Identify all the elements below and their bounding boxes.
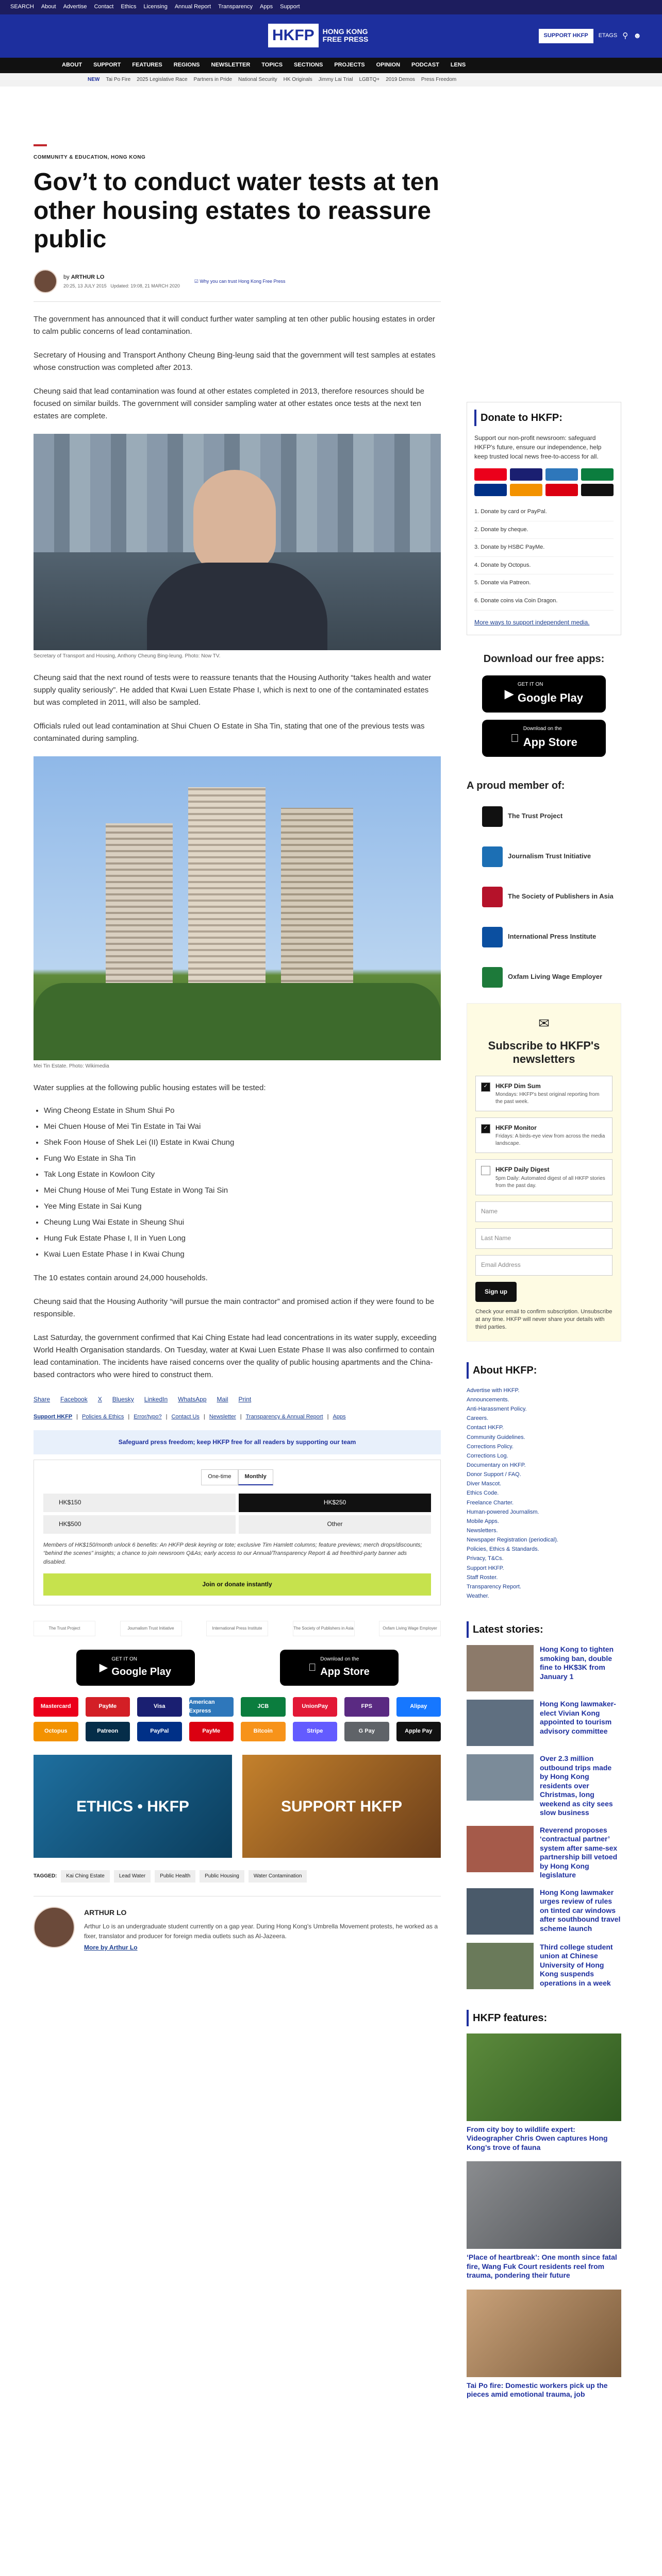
author-name[interactable]: ARTHUR LO (71, 274, 105, 281)
newsletter-note: Check your email to confirm subscription. Unsubscribe at any time. HKFP will never share your details with third parties. (475, 1308, 613, 1331)
latest-story[interactable] (467, 1700, 621, 1746)
latest-heading: Latest stories: (467, 1621, 621, 1638)
nav-topics[interactable]: TOPICS (261, 62, 283, 69)
topbar-support[interactable]: Support (280, 4, 300, 10)
app-store-small: Download on the (519, 726, 558, 732)
member-org[interactable] (467, 802, 621, 831)
latest-story[interactable] (467, 1943, 621, 1989)
about-link[interactable]: Transparency Report. (467, 1583, 521, 1590)
apps-heading: Download our free apps: (483, 653, 605, 665)
payment-icon (545, 484, 578, 496)
newsletter-signup (467, 1003, 621, 1342)
author-bio: Arthur Lo is an undergraduate student currently on a gap year. During Hong Kong's Umbrella Movement protests, he worked as a fixer, translator and producer for foreign media outlets such as Al-Jazeera. (84, 1922, 438, 1940)
share-facebook[interactable]: Facebook (60, 1396, 88, 1403)
first-name-input[interactable]: Name (475, 1201, 613, 1222)
footer-link[interactable]: Policies & Ethics (82, 1414, 124, 1420)
article-category[interactable]: COMMUNITY & EDUCATION, HONG KONG (34, 155, 146, 160)
feature-title: ‘Place of heartbreak’: One month since fatal fire, Wang Fuk Court residents reel from trauma, pondering their future (467, 2253, 617, 2280)
checkbox-checked[interactable]: ✓ (481, 1124, 490, 1133)
newsletter-desc: 5pm Daily: Automated digest of all HKFP stories from the past day. (495, 1175, 605, 1189)
footer-link[interactable]: Contact Us (171, 1414, 200, 1420)
payment-icon: PayPal (137, 1722, 182, 1741)
article-paragraph: The government has announced that it will conduct further water sampling at ten other public housing estates in order to calm public concerns of lead contamination. (34, 315, 435, 336)
nav-lens[interactable]: LENS (450, 62, 466, 69)
byline-prefix: by (63, 274, 70, 281)
share-print[interactable]: Print (238, 1396, 252, 1403)
story-thumbnail (467, 1888, 534, 1935)
newsletter-option[interactable] (475, 1117, 613, 1153)
member-org[interactable] (467, 963, 621, 992)
google-play-small: GET IT ON (111, 1656, 138, 1663)
article-photo-cheung (34, 434, 441, 650)
partner-logo[interactable]: International Press Institute (206, 1621, 268, 1636)
payment-icon (510, 468, 542, 481)
trust-project-icon (482, 806, 503, 827)
about-link[interactable]: Policies, Ethics & Standards. (467, 1546, 539, 1553)
member-org-name: Journalism Trust Initiative (508, 852, 591, 860)
payment-icon: Bitcoin (241, 1722, 286, 1741)
share-mail[interactable]: Mail (217, 1396, 228, 1403)
story-title: Hong Kong to tighten smoking ban, double fine to HK$3K from January 1 (540, 1645, 614, 1681)
newsletter-name: HKFP Daily Digest (495, 1166, 550, 1174)
newsletter-desc: Mondays: HKFP's best original reporting from the past week. (495, 1092, 600, 1105)
trust-link[interactable]: ☑ Why you can trust Hong Kong Free Press (194, 278, 286, 284)
member-org[interactable] (467, 883, 621, 911)
tag-list (34, 1870, 441, 1883)
logo-line-2: FREE PRESS (322, 35, 369, 43)
about-link[interactable]: Newspaper Registration (periodical). (467, 1537, 558, 1544)
nav-newsletter[interactable]: NEWSLETTER (211, 62, 251, 69)
payment-icon (545, 468, 578, 481)
newsletter-heading: Subscribe to HKFP's newsletters (488, 1039, 600, 1065)
donate-payment-icons (474, 468, 614, 496)
feature-stories (467, 2033, 621, 2399)
trending-item[interactable]: Jimmy Lai Trial (318, 77, 353, 82)
photo-caption: Mei Tin Estate. Photo: Wikimedia (34, 1063, 109, 1070)
newsletter-option-text (495, 1081, 607, 1106)
tag[interactable]: Public Housing (200, 1870, 244, 1883)
article (34, 144, 441, 1954)
payment-icon: Apple Pay (396, 1722, 441, 1741)
donate-text: Support our non-profit newsroom: safeguard HKFP's future, ensure our independence, help keep trusted local news free-to-access for all. (474, 434, 602, 460)
payment-icon: Alipay (396, 1697, 441, 1717)
nav-features[interactable]: FEATURES (132, 62, 162, 69)
payment-icon: PayMe (86, 1697, 130, 1717)
search-icon[interactable]: ⚲ (622, 31, 628, 40)
checkbox-unchecked[interactable] (481, 1166, 490, 1175)
donate-option[interactable]: 5. Donate via Patreon. (474, 574, 614, 592)
header-actions (539, 29, 641, 43)
app-store-badge[interactable] (482, 720, 606, 757)
member-org-name: The Society of Publishers in Asia (508, 892, 614, 901)
author-box-avatar[interactable] (34, 1907, 75, 1948)
about-link[interactable]: Newsletters. (467, 1527, 498, 1534)
author-box-text (84, 1907, 441, 1954)
about-link[interactable]: Advertise with HKFP. (467, 1387, 520, 1394)
article-paragraph: Water supplies at the following public housing estates will be tested: (34, 1083, 266, 1093)
amount-option[interactable]: HK$150 (43, 1494, 236, 1512)
checkbox-checked[interactable]: ✓ (481, 1082, 490, 1092)
publish-dates (63, 282, 180, 290)
topbar-annual-report[interactable]: Annual Report (174, 4, 211, 10)
newsletter-option-text (495, 1123, 607, 1147)
payment-icon: Visa (137, 1697, 182, 1717)
about-link[interactable]: Anti-Harassment Policy. (467, 1406, 527, 1413)
topbar-transparency[interactable]: Transparency (218, 4, 253, 10)
about-link[interactable]: Community Guidelines. (467, 1434, 525, 1440)
tag[interactable]: Water Contamination (249, 1870, 307, 1883)
footer-link[interactable]: Apps (333, 1414, 346, 1420)
support-hkfp-button[interactable]: SUPPORT HKFP (539, 29, 593, 43)
freq-monthly[interactable]: Monthly (238, 1469, 273, 1485)
latest-stories (467, 1645, 621, 1989)
jti-icon (482, 846, 503, 867)
photo-subject-head (193, 470, 276, 573)
share-whatsapp[interactable]: WhatsApp (178, 1396, 207, 1403)
estate-item: • Wing Cheong Estate in Shum Shui Po (44, 1105, 441, 1117)
amount-option[interactable]: HK$500 (43, 1515, 236, 1534)
app-store-small: Download on the (316, 1656, 355, 1663)
member-org[interactable] (467, 842, 621, 871)
article-title: Gov’t to conduct water tests at ten other housing estates to reassure public (34, 168, 439, 253)
byline-text (63, 273, 180, 290)
photo-tower (188, 787, 266, 998)
feature-story[interactable] (467, 2290, 621, 2399)
estate-item: • Fung Wo Estate in Sha Tin (44, 1153, 441, 1165)
payment-icon: FPS (344, 1697, 389, 1717)
donate-options (474, 503, 614, 611)
google-play-small: GET IT ON (517, 682, 543, 688)
estate-item: • Cheung Lung Wai Estate in Sheung Shui (44, 1216, 441, 1229)
nav-podcast[interactable]: PODCAST (411, 62, 439, 69)
trending-item[interactable]: Partners in Pride (193, 77, 233, 82)
photo-subject-body (147, 563, 327, 650)
app-store-label: App Store (316, 1666, 366, 1678)
mail-icon: ✉ (538, 1015, 550, 1031)
about-link[interactable]: Ethics Code. (467, 1490, 499, 1497)
payment-icon (510, 484, 542, 496)
story-title: Over 2.3 million outbound trips made by Hong Kong residents over Christmas, long weekend as city sees slow business (540, 1754, 613, 1817)
member-org-name: Oxfam Living Wage Employer (508, 973, 603, 981)
newsletter-option[interactable] (475, 1076, 613, 1111)
payment-icon (474, 484, 507, 496)
author-box (34, 1896, 441, 1954)
payment-icon: JCB (241, 1697, 286, 1717)
app-store-label: App Store (519, 736, 573, 749)
photo-tower (281, 808, 353, 998)
play-icon: ▶ (504, 687, 514, 701)
story-thumbnail (467, 1645, 534, 1691)
story-title: Reverend proposes ‘contractual partner’ system after same-sex partnership bill vetoed by Hong Kong legislature (540, 1825, 618, 1879)
sidebar (467, 402, 621, 2409)
estate-item: • Yee Ming Estate in Sai Kung (44, 1200, 441, 1213)
donate-heading: Donate to HKFP: (474, 410, 614, 426)
about-link[interactable]: Corrections Policy. (467, 1443, 514, 1450)
nav-opinion[interactable]: OPINION (376, 62, 401, 69)
google-play-label: Google Play (111, 1666, 171, 1678)
trending-item[interactable]: 2019 Demos (386, 77, 415, 82)
feature-image (467, 2161, 621, 2249)
estate-item: • Mei Chung House of Mei Tung Estate in Wong Tai Sin (44, 1184, 441, 1197)
estate-item: • Shek Foon House of Shek Lei (II) Estate in Kwai Chung (44, 1137, 441, 1149)
latest-story[interactable] (467, 1754, 621, 1818)
article-paragraph: Cheung said that the next round of tests were to reassure tenants that the Housing Authority “takes health and water supply quality seriously”. He added that Kwai Luen Estate Phase I, which is next to one of the contaminated estates but was completed in 2011, will also be sampled. (34, 673, 432, 707)
footer-link[interactable]: Error/typo? (134, 1414, 162, 1420)
about-link[interactable]: Announcements. (467, 1397, 509, 1403)
about-link[interactable]: Donor Support / FAQ. (467, 1471, 521, 1478)
byline (34, 269, 441, 302)
about-link[interactable]: Human-powered Journalism. (467, 1509, 539, 1515)
latest-story[interactable] (467, 1826, 621, 1880)
about-link[interactable]: Weather. (467, 1592, 489, 1599)
estate-item: • Mei Chuen House of Mei Tin Estate in Tai Wai (44, 1121, 441, 1133)
about-link[interactable]: Diver Mascot. (467, 1481, 502, 1487)
nav-support[interactable]: SUPPORT (93, 62, 121, 69)
member-org[interactable] (467, 923, 621, 952)
latest-story[interactable] (467, 1645, 621, 1691)
estate-item: • Kwai Luen Estate Phase I in Kwai Chung (44, 1248, 441, 1261)
join-donate-button[interactable]: Join or donate instantly (43, 1573, 431, 1596)
payment-methods (34, 1697, 441, 1741)
newsletter-name: HKFP Monitor (495, 1124, 537, 1132)
photo-caption: Secretary of Transport and Housing, Anthony Cheung Bing-leung. Photo: Now TV. (34, 653, 221, 659)
topbar-licensing[interactable]: Licensing (143, 4, 168, 10)
about-link[interactable]: Careers. (467, 1415, 489, 1422)
trending-item[interactable]: Tai Po Fire (106, 77, 131, 82)
photo-tower (106, 823, 173, 998)
newsletter-option-text (495, 1165, 607, 1189)
amount-other[interactable]: Other (239, 1515, 431, 1534)
latest-story[interactable] (467, 1888, 621, 1935)
newsletter-desc: Fridays: A birds-eye view from across the media landscape. (495, 1133, 605, 1147)
promo-banners (34, 1755, 441, 1858)
feature-title: Tai Po fire: Domestic workers pick up the pieces amid emotional trauma, job (467, 2381, 608, 2399)
google-play-label: Google Play (517, 691, 584, 705)
more-ways-link[interactable]: More ways to support independent media. (474, 618, 590, 626)
donate-option[interactable]: 1. Donate by card or PayPal. (474, 503, 614, 521)
nav-regions[interactable]: REGIONS (173, 62, 200, 69)
footer-link[interactable]: Support HKFP (34, 1414, 73, 1420)
about-link[interactable]: Freelance Charter. (467, 1499, 514, 1506)
topbar-advertise[interactable]: Advertise (63, 4, 87, 10)
hkfp-logo[interactable] (268, 24, 368, 47)
payment-icon: Octopus (34, 1722, 78, 1741)
trending-item[interactable]: 2025 Legislative Race (137, 77, 188, 82)
play-icon: ▶ (100, 1662, 108, 1674)
donate-option[interactable]: 3. Donate by HSBC PayMe. (474, 539, 614, 557)
main-navigation (0, 58, 662, 73)
tags-label: TAGGED: (34, 1873, 57, 1879)
feature-image (467, 2033, 621, 2121)
story-title: Hong Kong lawmaker urges review of rules on tinted car windows after southbound travel scheme launch (540, 1888, 621, 1933)
donate-option[interactable]: 4. Donate by Octopus. (474, 557, 614, 575)
apple-icon (308, 1659, 316, 1676)
payment-icon (581, 484, 614, 496)
publish-date: 20:25, 13 JULY 2015 (63, 283, 107, 289)
share-label[interactable]: Share (34, 1396, 51, 1403)
footer-link[interactable]: Transparency & Annual Report (245, 1414, 323, 1420)
story-title: Hong Kong lawmaker-elect Vivian Kong appointed to tourism advisory committee (540, 1700, 616, 1735)
trending-label: NEW (88, 77, 100, 82)
top-utility-bar (0, 0, 662, 14)
payment-icon (581, 468, 614, 481)
email-input[interactable]: Email Address (475, 1255, 613, 1276)
about-links (467, 1386, 621, 1601)
payment-icon: Patreon (86, 1722, 130, 1741)
topbar-about[interactable]: About (41, 4, 56, 10)
ethics-banner[interactable]: ETHICS • HKFP (34, 1755, 232, 1858)
app-store-badges (34, 1650, 441, 1686)
oxfam-icon (482, 967, 503, 988)
partner-logo[interactable]: The Trust Project (34, 1621, 95, 1636)
donation-widget (34, 1460, 441, 1605)
category-accent (34, 144, 47, 146)
payment-icon: Mastercard (34, 1697, 78, 1717)
trending-item[interactable]: HK Originals (283, 77, 312, 82)
ipi-icon (482, 927, 503, 947)
feature-story[interactable] (467, 2033, 621, 2153)
story-title: Third college student union at Chinese University of Hong Kong suspends operations in a week (540, 1942, 613, 1987)
member-org-name: The Trust Project (508, 812, 563, 820)
newsletter-option[interactable] (475, 1159, 613, 1195)
donate-option[interactable]: 2. Donate by cheque. (474, 521, 614, 539)
about-heading: About HKFP: (467, 1362, 621, 1379)
app-store-badge[interactable] (280, 1650, 399, 1686)
topbar-ethics[interactable]: Ethics (121, 4, 137, 10)
payment-icon: Stripe (293, 1722, 338, 1741)
payment-icon (474, 468, 507, 481)
trust-link-label: Why you can trust Hong Kong Free Press (200, 278, 286, 284)
donate-option[interactable]: 6. Donate coins via Coin Dragon. (474, 592, 614, 611)
trending-item[interactable]: LGBTQ+ (359, 77, 380, 82)
nav-projects[interactable]: PROJECTS (334, 62, 365, 69)
nav-sections[interactable]: SECTIONS (294, 62, 323, 69)
tag[interactable]: Public Health (155, 1870, 195, 1883)
donate-box (467, 402, 621, 635)
member-heading: A proud member of: (467, 779, 565, 791)
support-banner-image[interactable]: SUPPORT HKFP (242, 1755, 441, 1858)
google-play-badge[interactable] (482, 675, 606, 713)
about-link[interactable]: Staff Roster. (467, 1574, 498, 1581)
share-bluesky[interactable]: Bluesky (112, 1396, 134, 1403)
partner-logo[interactable]: Journalism Trust Initiative (120, 1621, 182, 1636)
estate-item: • Hung Fuk Estate Phase I, II in Yuen Long (44, 1232, 441, 1245)
newsletter-name: HKFP Dim Sum (495, 1082, 541, 1090)
google-play-badge[interactable] (76, 1650, 195, 1686)
article-paragraph: Officials ruled out lead contamination at Shui Chuen O Estate in Sha Tin, stating that one of the previous tests was contaminated during sampling. (34, 722, 425, 743)
article-footer-links: Support HKFP | Policies & Ethics | Error/typo? | Contact Us | Newsletter | Transparency & Annual Report | Apps (34, 1413, 441, 1422)
apple-icon (510, 729, 519, 747)
payment-icon: UnionPay (293, 1697, 338, 1717)
article-paragraph: Cheung said that the Housing Authority “will pursue the main contractor” and promised action if they were found to be responsible. (34, 1297, 435, 1319)
article-photo-estate (34, 756, 441, 1060)
share-x[interactable]: X (97, 1396, 102, 1403)
about-link[interactable]: Privacy, T&Cs. (467, 1555, 504, 1562)
about-link[interactable]: Contact HKFP. (467, 1425, 504, 1431)
author-avatar[interactable] (34, 269, 57, 293)
estate-list (34, 1105, 441, 1261)
footer-link[interactable]: Newsletter (209, 1414, 236, 1420)
author-line (63, 273, 180, 282)
support-banner[interactable]: Safeguard press freedom; keep HKFP free for all readers by supporting our team (34, 1430, 441, 1454)
features-heading: HKFP features: (467, 2010, 621, 2026)
user-icon[interactable]: ☻ (633, 31, 641, 40)
amount-option-selected[interactable]: HK$250 (239, 1494, 431, 1512)
article-paragraph: The 10 estates contain around 24,000 households. (34, 1274, 208, 1283)
author-more-link[interactable]: More by Arthur Lo (84, 1944, 138, 1952)
about-link[interactable]: Documentary on HKFP. (467, 1462, 526, 1468)
trending-item[interactable]: Press Freedom (421, 77, 457, 82)
more-ways-paragraph (474, 618, 614, 628)
author-box-name[interactable]: ARTHUR LO (84, 1908, 127, 1917)
donation-amounts (43, 1494, 431, 1534)
payment-icon: PayMe (189, 1722, 234, 1741)
payment-icon: G Pay (344, 1722, 389, 1741)
estate-item: • Tak Long Estate in Kowloon City (44, 1168, 441, 1181)
feature-title: From city boy to wildlife expert: Videographer Chris Owen captures Hong Kong’s trove of fauna (467, 2125, 608, 2151)
nav-about[interactable]: ABOUT (62, 62, 82, 69)
topbar-apps[interactable]: Apps (260, 4, 273, 10)
tag[interactable]: Kai Ching Estate (61, 1870, 110, 1883)
site-header (0, 14, 662, 58)
signup-button[interactable]: Sign up (475, 1282, 517, 1302)
updated-date: Updated: 19:08, 21 MARCH 2020 (110, 283, 180, 289)
about-link[interactable]: Corrections Log. (467, 1452, 508, 1459)
partner-logos (34, 1621, 441, 1636)
feature-image (467, 2290, 621, 2377)
topbar-search[interactable]: SEARCH (10, 4, 34, 10)
last-name-input[interactable]: Last Name (475, 1228, 613, 1249)
member-org-list (467, 802, 621, 992)
logo-line-1: HONG KONG (322, 27, 368, 36)
donation-frequency (43, 1469, 431, 1485)
feature-story[interactable] (467, 2161, 621, 2280)
tag[interactable]: Lead Water (114, 1870, 151, 1883)
article-paragraph: Cheung said that lead contamination was found at other estates completed in 2013, therefore resources should be focused on similar builds. The government will consider sampling water at other estates once tests at the next ten estates are complete. (34, 387, 424, 421)
member-org-name: International Press Institute (508, 933, 597, 941)
story-thumbnail (467, 1826, 534, 1872)
story-thumbnail (467, 1700, 534, 1746)
partner-logo[interactable]: The Society of Publishers in Asia (293, 1621, 355, 1636)
story-thumbnail (467, 1754, 534, 1801)
about-link[interactable]: Support HKFP. (467, 1565, 504, 1571)
trending-bar (0, 73, 662, 87)
partner-logo[interactable]: Oxfam Living Wage Employer (379, 1621, 441, 1636)
member-benefits: Members of HK$150/month unlock 6 benefits: An HKFP desk keyring or tote; exclusive Tim Hamlett columns; feature previews; merch drops/discounts; “behind the scenes” insights; a chance to join newsroom Q&As; early access to our Annual/Transparency Report & ad free/third-party banner ads disabled. (43, 1541, 422, 1565)
share-linkedin[interactable]: LinkedIn (144, 1396, 168, 1403)
logo-mark: HKFP (268, 24, 319, 47)
payment-icon: American Express (189, 1697, 234, 1717)
sopa-icon (482, 887, 503, 907)
freq-one-time[interactable]: One-time (201, 1469, 238, 1485)
photo-trees (34, 983, 441, 1060)
language-toggle[interactable]: ETAGS (598, 32, 618, 39)
about-link[interactable]: Mobile Apps. (467, 1518, 499, 1524)
logo-wordmark (323, 28, 369, 44)
share-bar (34, 1395, 441, 1404)
article-paragraph: Secretary of Housing and Transport Anthony Cheung Bing-leung said that the government will test samples at estates whose construction was completed after 2013. (34, 351, 436, 372)
trending-item[interactable]: National Security (238, 77, 277, 82)
topbar-contact[interactable]: Contact (94, 4, 114, 10)
story-thumbnail (467, 1943, 534, 1989)
article-paragraph: Last Saturday, the government confirmed that Kai Ching Estate had lead concentrations in its water supply, exceeding World Health Organisation standards. On Tuesday, water at Kwai Luen Estate Phase II was also confirmed to contain lead contamination. The incidents have raised concerns over the quality of public housing apartments and the China-based contractors who were hired to construct them. (34, 1333, 437, 1380)
